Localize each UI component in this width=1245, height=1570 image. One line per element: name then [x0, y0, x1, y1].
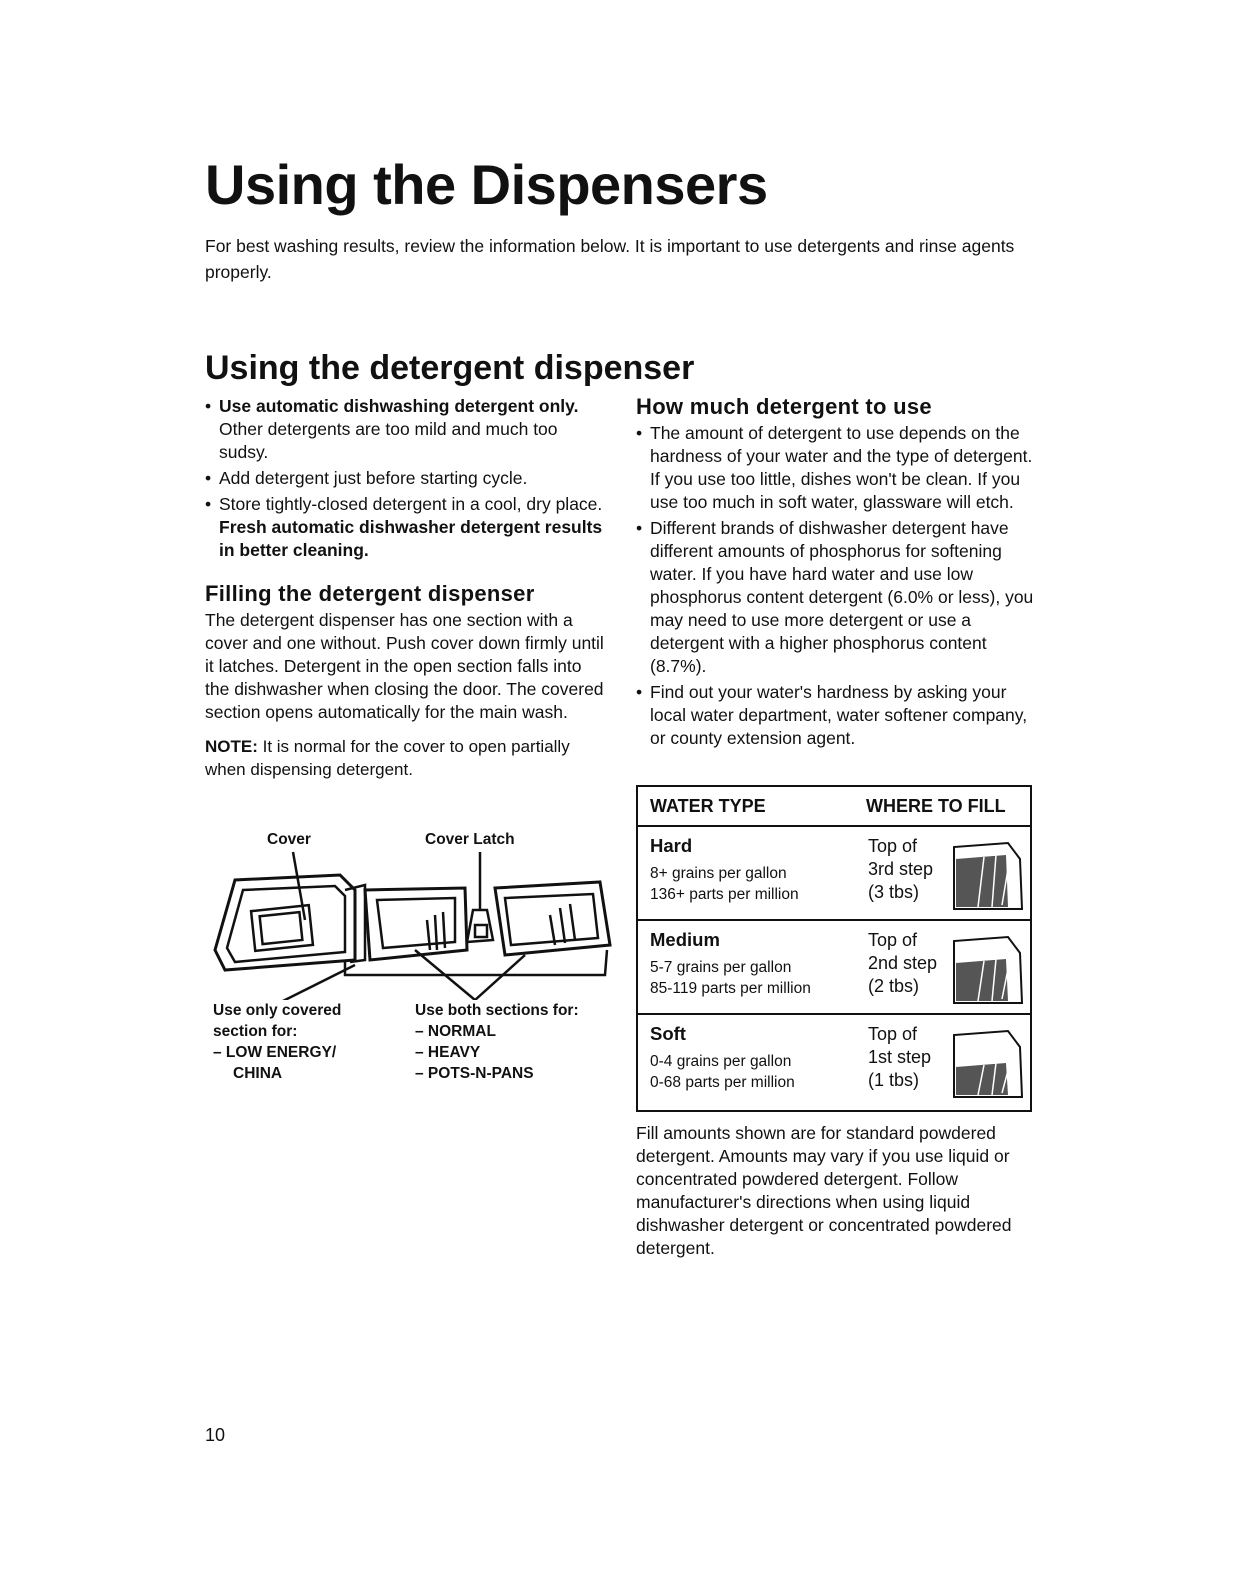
- dispenser-illustration: [205, 850, 615, 1000]
- list-item: • Store tightly-closed detergent in a cool, dry place. Fresh automatic dishwasher detergent results in better cleaning.: [205, 493, 610, 562]
- list-item: • Find out your water's hardness by asking your local water department, water softener company, or county extension agent.: [636, 681, 1041, 750]
- table-row: Soft 0-4 grains per gallon 0-68 parts per million Top of 1st step (1 tbs): [638, 1013, 1030, 1107]
- list-item: • Use automatic dishwashing detergent only. Other detergents are too mild and much too sudsy.: [205, 395, 610, 464]
- page-number: 10: [205, 1425, 226, 1445]
- usage-bullets: [205, 395, 610, 562]
- both-caption: Use both sections for: – NORMAL – HEAVY – POTS-N-PANS: [415, 1002, 579, 1082]
- hardness-bullets: [636, 422, 1041, 750]
- filling-heading: Filling the detergent dispenser: [205, 581, 535, 606]
- table-row: Hard 8+ grains per gallon 136+ parts per million Top of 3rd step (3 tbs): [638, 825, 1030, 921]
- column-header-where-to-fill: WHERE TO FILL: [866, 796, 1006, 816]
- water-type-table: [636, 785, 1032, 1112]
- cover-label: Cover: [267, 831, 311, 848]
- list-item: • Different brands of dishwasher detergent have different amounts of phosphorus for softening water. If you have hard water and use low phosphorus content detergent (6.0% or less), you may need to use more detergent or use a detergent with a higher phosphorus content (8.7%).: [636, 517, 1041, 678]
- column-header-water-type: WATER TYPE: [650, 796, 766, 816]
- covered-caption: Use only covered section for: – LOW ENERGY/ CHINA: [213, 1002, 342, 1082]
- table-row: Medium 5-7 grains per gallon 85-119 parts per million Top of 2nd step (2 tbs): [638, 919, 1030, 1015]
- dispenser-diagram: [205, 828, 615, 1088]
- page-title: Using the Dispensers: [205, 153, 768, 216]
- section-title: Using the detergent dispenser: [205, 349, 695, 387]
- list-item: • The amount of detergent to use depends on the hardness of your water and the type of detergent. If you use too little, dishes won't be clean. If you use too much in soft water, glassware will etch.: [636, 422, 1041, 514]
- how-much-heading: How much detergent to use: [636, 394, 932, 419]
- intro-text: For best washing results, review the information below. It is important to use detergents and rinse agents properly.: [205, 236, 1015, 282]
- right-column: [636, 395, 1041, 753]
- left-column: [205, 395, 610, 781]
- dispenser-fill-level-icon: [948, 1025, 1028, 1103]
- fill-amount-note: Fill amounts shown are for standard powdered detergent. Amounts may vary if you use liquid or concentrated powdered detergent. Follow manufacturer's directions when using liquid dishwasher detergent or concentrated powdered detergent.: [636, 1123, 1012, 1258]
- filling-text: The detergent dispenser has one section with a cover and one without. Push cover down firmly until it latches. Detergent in the open section falls into the dishwasher when closing the door. The covered section opens automatically for the main wash.: [205, 610, 604, 722]
- dispenser-fill-level-icon: [948, 931, 1028, 1009]
- note-text: NOTE: It is normal for the cover to open partially when dispensing detergent.: [205, 737, 570, 779]
- table-header: [638, 787, 1030, 827]
- dispenser-fill-level-icon: [948, 837, 1028, 915]
- cover-latch-label: Cover Latch: [425, 831, 515, 848]
- list-item: • Add detergent just before starting cycle.: [205, 467, 610, 490]
